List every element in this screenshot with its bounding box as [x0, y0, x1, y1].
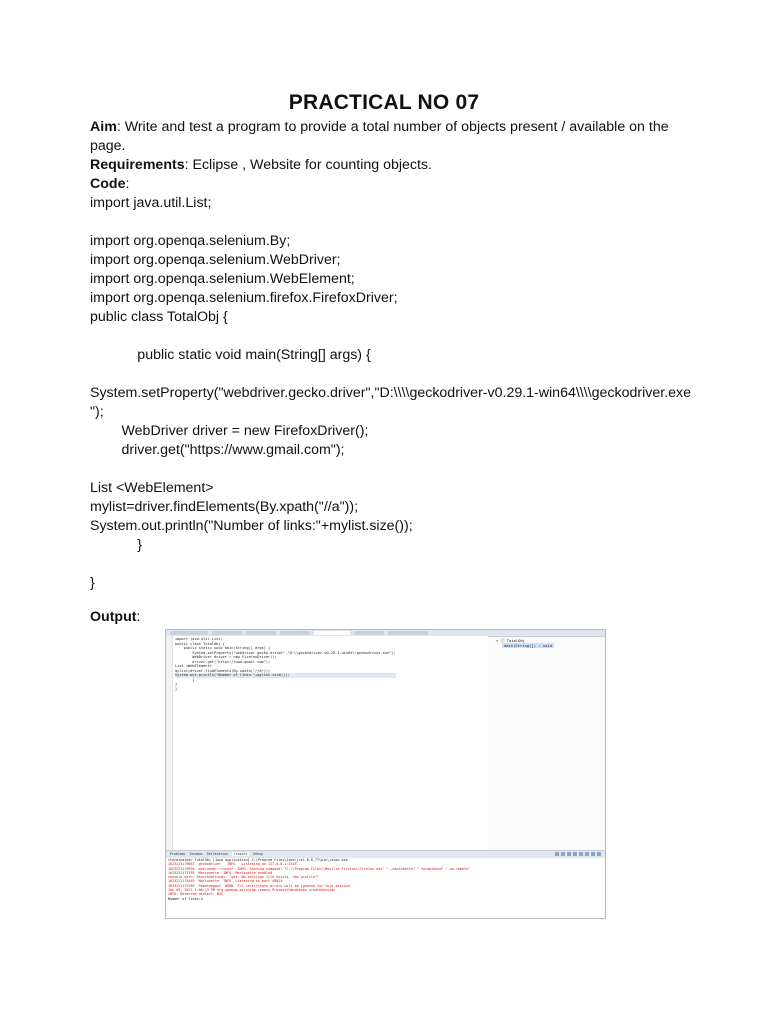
aim-text: : Write and test a program to provide a total number of objects present / available on the page.: [90, 119, 669, 154]
code-line: import java.util.List;: [90, 195, 212, 211]
code-line: import org.openqa.selenium.firefox.FirefoxDriver;: [90, 290, 398, 306]
code-line: public class TotalObj {: [90, 309, 228, 325]
document-body: [90, 118, 690, 593]
code-line: [90, 327, 690, 346]
editor-gutter: [166, 636, 173, 850]
requirements-text: : Eclipse , Website for counting objects.: [184, 157, 432, 173]
editor-line: WebDriver driver = new FirefoxDriver();: [175, 655, 277, 659]
outline-tab-bar: [488, 630, 605, 637]
editor-line: }: [175, 682, 178, 686]
console-line: 1623221179934 mozrunner::runner INFO Running command: "C:\\Program Files\\Mozilla Firefox\\firefox.exe" "--marionette" "-foreground" "-no-remote": [168, 866, 471, 871]
console-tab[interactable]: Problems: [170, 852, 186, 856]
editor-line: System.out.println("Number of links:"+mylist.size());: [175, 673, 396, 678]
aim-label: Aim: [90, 119, 117, 135]
code-heading: [90, 175, 690, 194]
code-line: List <WebElement>: [90, 480, 214, 496]
console-tab[interactable]: Console: [233, 852, 248, 856]
code-line: [90, 460, 690, 479]
code-line: import org.openqa.selenium.By;: [90, 233, 291, 249]
editor-line: System.setProperty("webdriver.gecko.driver","D:\\geckodriver-v0.29.1-win64\\geckodriver.exe");: [175, 650, 396, 655]
code-line: [90, 555, 690, 574]
console-line: Jun 09, 2021 1:06:13 PM org.openqa.selenium.remote.ProtocolHandshake createSession: [168, 888, 336, 893]
code-line: ");: [90, 404, 104, 420]
code-line: System.out.println("Number of links:"+mylist.size());: [90, 518, 413, 534]
code-line: import org.openqa.selenium.WebDriver;: [90, 252, 341, 268]
console-line: Number of links:4: [168, 896, 203, 901]
console-tab[interactable]: Javadoc: [189, 852, 203, 856]
console-line: 1623221179867 geckodriver INFO Listening on 127.0.0.1:4335: [168, 862, 297, 867]
requirements-label: Requirements: [90, 157, 185, 173]
console-output: [166, 858, 606, 918]
code-line: System.setProperty("webdriver.gecko.driver","D:\\\\geckodriver-v0.29.1-win64\\\\geckodriver.exe: [90, 385, 691, 401]
outline-class-item: ▾ ⓒ TotalObj: [496, 638, 525, 643]
outline-panel: [488, 630, 605, 850]
console-line: 1623221173765 Marionette INFO Marionette enabled: [168, 870, 273, 875]
editor-line: public class TotalObj {: [175, 641, 225, 646]
editor-line: List <WebElement>: [175, 664, 212, 668]
console-line: 1623221175449 Marionette INFO Listening on port 49824: [168, 879, 283, 884]
console-line: console.warn: SearchSettings: "get: No settings file exists, new profile?": [168, 875, 320, 880]
code-line: [90, 213, 690, 232]
code-line: mylist=driver.findElements(By.xpath("//a"));: [90, 499, 359, 515]
aim-paragraph: [90, 118, 690, 156]
editor-line: import java.util.List;: [175, 637, 223, 641]
code-line: WebDriver driver = new FirefoxDriver();: [90, 423, 369, 439]
editor-line: mylist=driver.findElements(By.xpath("//a"));: [175, 668, 271, 673]
code-line: public static void main(String[] args) {: [90, 347, 371, 363]
console-line: 1623221175769 RemoteAgent WARN TLS certificate errors will be ignored for this session: [168, 883, 350, 888]
editor-line: public static void main(String[] args) {: [175, 646, 271, 650]
code-line: [90, 365, 690, 384]
editor-line: }: [175, 686, 178, 691]
code-block: [90, 194, 690, 593]
ide-screenshot: [165, 629, 606, 919]
console-line: INFO: Detected dialect: W3C: [168, 892, 224, 897]
outline-tree: [496, 638, 554, 648]
output-heading: [90, 609, 140, 625]
code-line: }: [90, 575, 95, 591]
console-tab[interactable]: Debug: [253, 852, 263, 856]
code-editor: [166, 636, 489, 850]
output-colon: :: [136, 609, 141, 625]
code-colon: :: [125, 176, 130, 192]
console-header: <terminated> TotalObj [Java Application] C:\Program Files\Java\jre1.8.0_77\bin\javaw.exe: [168, 858, 348, 862]
code-line: }: [90, 537, 143, 553]
page-title: PRACTICAL NO 07: [288, 91, 480, 114]
editor-code: [175, 637, 396, 691]
editor-line: driver.get("https://www.gmail.com");: [175, 659, 271, 664]
outline-method-item: main(String[]) : void: [504, 643, 553, 648]
editor-line: }: [175, 677, 195, 682]
output-label: Output: [90, 609, 137, 625]
code-label: Code: [90, 176, 126, 192]
code-line: driver.get("https://www.gmail.com");: [90, 442, 345, 458]
console-tab[interactable]: Declaration: [206, 852, 228, 856]
requirements-paragraph: [90, 156, 690, 175]
code-line: import org.openqa.selenium.WebElement;: [90, 271, 355, 287]
